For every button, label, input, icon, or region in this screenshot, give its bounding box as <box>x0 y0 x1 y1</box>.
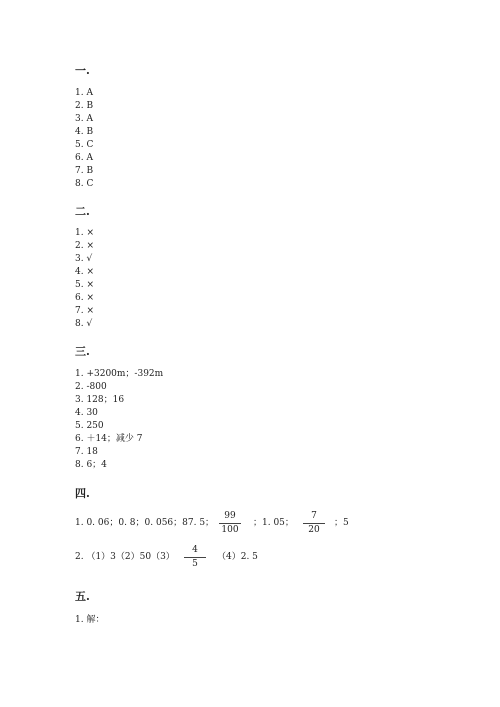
section-3-answer: 8. 6；4 <box>75 460 107 470</box>
s4-q2-fraction <box>184 545 206 570</box>
s4-q1-middle: ；1. 05； <box>253 518 294 528</box>
section-1-answer: 1. A <box>75 88 93 98</box>
section-2-answer: 5. × <box>75 280 94 290</box>
section-1-answer: 4. B <box>75 127 94 137</box>
section-1-answer: 5. C <box>75 140 94 150</box>
fraction-bar <box>219 523 241 524</box>
section-2-answer: 7. × <box>75 306 94 316</box>
section-3-answer: 2. -800 <box>75 382 107 392</box>
section-1-answer: 3. A <box>75 114 93 124</box>
section-1-answer: 8. C <box>75 179 94 189</box>
section-2-answer: 3. √ <box>75 254 93 264</box>
fraction-denominator: 20 <box>308 525 320 535</box>
s4-q2-suffix: （4）2. 5 <box>217 552 258 562</box>
section-3-title: 三. <box>75 345 90 358</box>
s4-q1-prefix: 1. 0. 06；0. 8；0. 056；87. 5； <box>75 518 215 528</box>
section-3-answer: 3. 128；16 <box>75 395 125 405</box>
s4-q1-fraction-2 <box>303 511 325 536</box>
section-2-answer: 2. × <box>75 241 94 251</box>
fraction-numerator: 7 <box>311 511 317 521</box>
section-4-title: 四. <box>75 487 90 500</box>
section-1-answer: 7. B <box>75 166 94 176</box>
section-3-answer: 6. ＋14；减少 7 <box>75 434 143 444</box>
fraction-denominator: 5 <box>192 559 198 569</box>
fraction-denominator: 100 <box>221 525 239 535</box>
section-2-answer: 8. √ <box>75 319 93 329</box>
s5-q1: 1. 解： <box>75 615 105 625</box>
s4-q1-suffix: ；5 <box>334 518 349 528</box>
section-1-answer: 6. A <box>75 153 93 163</box>
section-2-answer: 4. × <box>75 267 94 277</box>
fraction-bar <box>184 557 206 558</box>
s4-q2-prefix: 2. （1）3（2）50（3） <box>75 552 175 562</box>
section-2-answer: 1. × <box>75 228 94 238</box>
section-2-title: 二. <box>75 205 90 218</box>
section-1-answer: 2. B <box>75 101 94 111</box>
fraction-numerator: 4 <box>192 545 198 555</box>
section-1-title: 一. <box>75 64 90 77</box>
section-2-answer: 6. × <box>75 293 94 303</box>
section-3-answer: 1. +3200m；-392m <box>75 369 164 379</box>
s4-q1-fraction-1 <box>219 511 241 536</box>
section-3-answer: 4. 30 <box>75 408 98 418</box>
fraction-numerator: 99 <box>224 511 236 521</box>
fraction-bar <box>303 523 325 524</box>
section-3-answer: 7. 18 <box>75 447 98 457</box>
section-3-answer: 5. 250 <box>75 421 104 431</box>
section-5-title: 五. <box>75 590 90 603</box>
